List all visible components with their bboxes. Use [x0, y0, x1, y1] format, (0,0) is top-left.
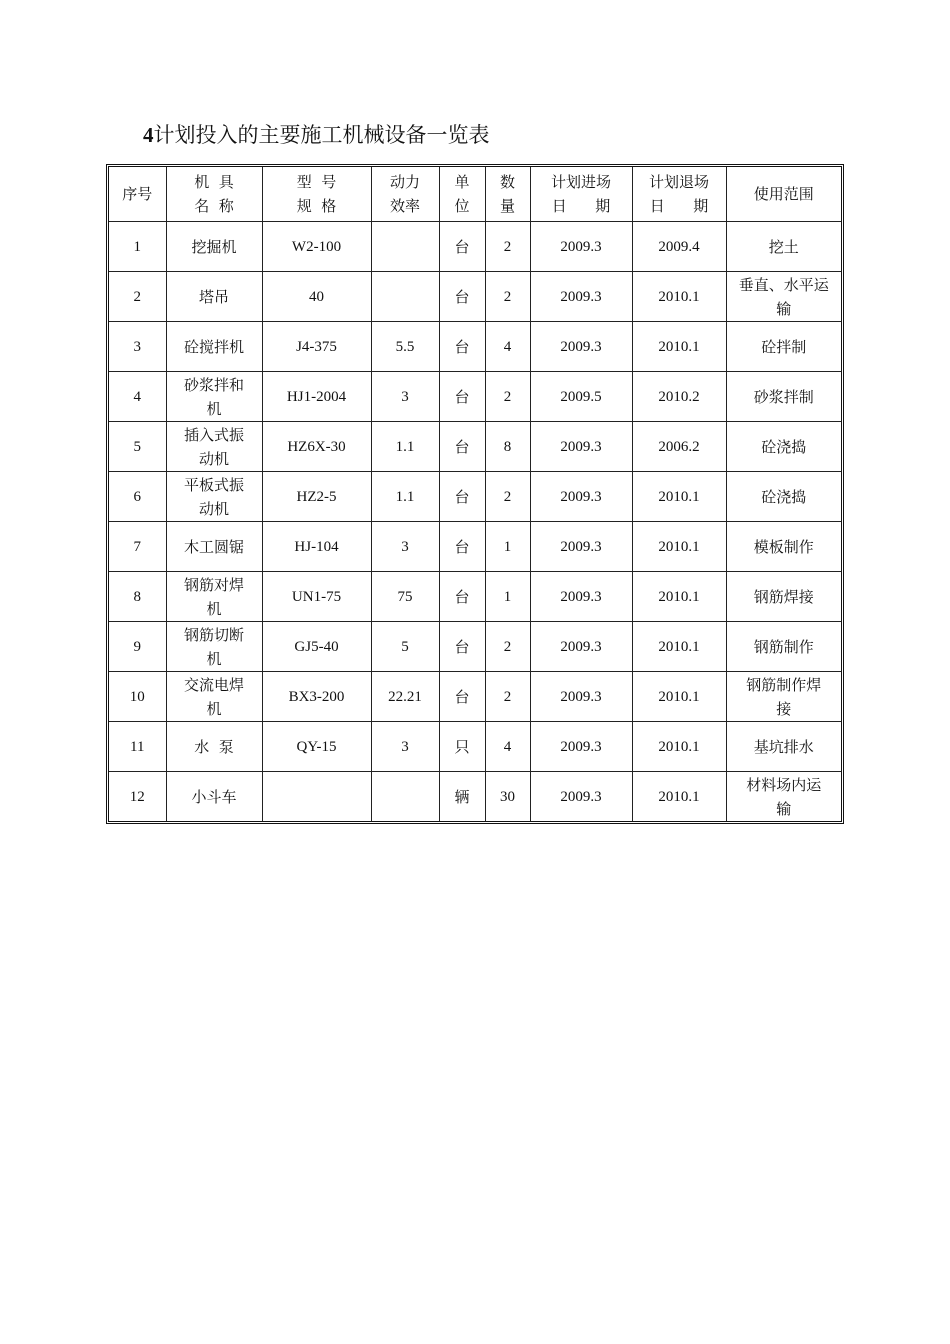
cell-power-text: 22.21	[388, 689, 422, 705]
cell-in-date-text: 2009.5	[560, 389, 602, 405]
cell-name	[166, 672, 262, 722]
cell-qty	[485, 372, 530, 422]
cell-unit-text: 台	[454, 687, 470, 706]
header-line-1: 机 具	[194, 173, 234, 191]
cell-name-line-2: 机	[206, 399, 222, 418]
header-line-1: 数	[499, 173, 515, 191]
cell-model-text: HZ6X-30	[287, 439, 346, 455]
equipment-table-body	[109, 167, 841, 821]
cell-use-line-1: 砂浆拌制	[753, 387, 814, 406]
cell-out-date	[632, 572, 726, 622]
cell-out-date-text: 2006.2	[658, 439, 700, 455]
cell-no	[109, 722, 166, 772]
cell-unit	[439, 672, 485, 722]
cell-out-date-text: 2010.2	[658, 389, 700, 405]
cell-unit	[439, 622, 485, 672]
table-row	[109, 222, 841, 272]
cell-name-line-2: 机	[206, 649, 222, 668]
cell-name-line-1: 小斗车	[191, 787, 237, 806]
cell-power	[371, 722, 439, 772]
table-row	[109, 322, 841, 372]
header-cell-qty	[485, 167, 530, 222]
cell-use-line-1: 钢筋制作焊	[746, 675, 822, 694]
cell-unit-text: 只	[454, 737, 470, 756]
cell-name	[166, 422, 262, 472]
cell-model	[262, 322, 371, 372]
cell-power-text: 5.5	[395, 339, 415, 355]
cell-qty	[485, 272, 530, 322]
cell-power	[371, 272, 439, 322]
cell-use-line-1: 砼浇捣	[761, 487, 807, 506]
cell-out-date	[632, 222, 726, 272]
cell-model-text: 40	[309, 289, 324, 305]
cell-in-date	[530, 422, 632, 472]
cell-name	[166, 772, 262, 822]
cell-in-date	[530, 722, 632, 772]
header-line-1: 计划退场	[648, 173, 709, 191]
cell-out-date-text: 2010.1	[658, 489, 700, 505]
table-header-row	[109, 167, 841, 222]
cell-no	[109, 272, 166, 322]
cell-power-text: 1.1	[395, 439, 415, 455]
cell-name-line-1: 插入式振	[183, 425, 244, 444]
header-line-2: 日 期	[551, 197, 611, 215]
cell-no	[109, 522, 166, 572]
header-cell-model	[262, 167, 371, 222]
cell-no-text: 1	[133, 239, 141, 255]
cell-unit	[439, 472, 485, 522]
cell-unit-text: 辆	[454, 787, 470, 806]
cell-qty-text: 2	[503, 389, 512, 405]
cell-out-date	[632, 472, 726, 522]
cell-out-date-text: 2010.1	[658, 789, 700, 805]
cell-model	[262, 722, 371, 772]
cell-unit-text: 台	[454, 437, 470, 456]
cell-use-line-2: 输	[776, 799, 792, 818]
cell-out-date	[632, 522, 726, 572]
header-cell-name	[166, 167, 262, 222]
cell-no-text: 11	[130, 739, 145, 755]
header-line-2: 量	[499, 197, 515, 215]
cell-out-date-text: 2010.1	[658, 739, 700, 755]
cell-model-text: GJ5-40	[294, 639, 339, 655]
cell-qty	[485, 622, 530, 672]
cell-power-text: 5	[401, 639, 409, 655]
cell-out-date	[632, 672, 726, 722]
cell-power	[371, 672, 439, 722]
cell-name-line-1: 砼搅拌机	[183, 337, 244, 356]
cell-out-date-text: 2010.1	[658, 289, 700, 305]
cell-name	[166, 472, 262, 522]
cell-out-date-text: 2010.1	[658, 339, 700, 355]
cell-qty-text: 2	[503, 489, 512, 505]
cell-name	[166, 722, 262, 772]
cell-model	[262, 522, 371, 572]
cell-name-line-2: 动机	[198, 449, 229, 468]
cell-out-date-text: 2009.4	[658, 239, 700, 255]
cell-unit	[439, 572, 485, 622]
cell-unit	[439, 222, 485, 272]
cell-name-line-2: 机	[206, 599, 222, 618]
cell-in-date	[530, 772, 632, 822]
cell-in-date	[530, 322, 632, 372]
cell-out-date-text: 2010.1	[658, 589, 700, 605]
cell-qty	[485, 772, 530, 822]
cell-in-date-text: 2009.3	[560, 339, 602, 355]
cell-use-line-1: 垂直、水平运	[738, 275, 829, 294]
cell-no-text: 3	[133, 339, 141, 355]
cell-out-date	[632, 322, 726, 372]
cell-use	[726, 372, 841, 422]
cell-qty-text: 2	[503, 289, 512, 305]
cell-unit	[439, 722, 485, 772]
cell-in-date-text: 2009.3	[560, 239, 602, 255]
cell-use	[726, 422, 841, 472]
cell-use	[726, 322, 841, 372]
cell-model-text: HJ1-2004	[286, 389, 347, 405]
cell-use-line-1: 砼拌制	[761, 337, 807, 356]
title-text: 计划投入的主要施工机械设备一览表	[153, 123, 490, 147]
cell-model	[262, 372, 371, 422]
cell-use-line-1: 钢筋焊接	[753, 587, 814, 606]
cell-qty	[485, 722, 530, 772]
cell-qty-text: 2	[503, 689, 512, 705]
cell-name	[166, 272, 262, 322]
cell-model	[262, 672, 371, 722]
cell-model-text: HZ2-5	[296, 489, 337, 505]
cell-unit-text: 台	[454, 387, 470, 406]
cell-use	[726, 272, 841, 322]
cell-power-text: 75	[397, 589, 413, 605]
cell-power	[371, 572, 439, 622]
cell-use-line-1: 材料场内运	[746, 775, 822, 794]
cell-power	[371, 622, 439, 672]
cell-model	[262, 272, 371, 322]
cell-no-text: 4	[133, 389, 141, 405]
header-line-1: 计划进场	[550, 173, 611, 191]
cell-in-date	[530, 522, 632, 572]
cell-in-date-text: 2009.3	[560, 589, 602, 605]
cell-in-date-text: 2009.3	[560, 439, 602, 455]
cell-qty-text: 30	[500, 789, 515, 805]
cell-qty	[485, 572, 530, 622]
header-line-1: 型 号	[296, 173, 337, 191]
cell-power	[371, 772, 439, 822]
cell-name	[166, 372, 262, 422]
header-line-2: 名 称	[194, 197, 234, 215]
cell-unit	[439, 522, 485, 572]
cell-name-line-1: 平板式振	[183, 475, 244, 494]
cell-power-text: 3	[401, 539, 409, 555]
cell-out-date	[632, 722, 726, 772]
cell-use	[726, 522, 841, 572]
cell-qty-text: 2	[503, 639, 512, 655]
cell-use-line-1: 挖土	[768, 237, 799, 256]
table-row	[109, 472, 841, 522]
cell-no-text: 2	[133, 289, 141, 305]
cell-no	[109, 622, 166, 672]
cell-qty	[485, 672, 530, 722]
cell-name-line-1: 钢筋切断	[183, 625, 244, 644]
table-row	[109, 522, 841, 572]
table-row	[109, 272, 841, 322]
table-row	[109, 672, 841, 722]
cell-in-date	[530, 372, 632, 422]
cell-model-text: W2-100	[291, 239, 342, 255]
cell-unit-text: 台	[454, 537, 470, 556]
cell-unit	[439, 272, 485, 322]
cell-model-text: BX3-200	[288, 689, 345, 705]
cell-in-date	[530, 672, 632, 722]
table-row	[109, 622, 841, 672]
cell-power	[371, 422, 439, 472]
cell-no-text: 12	[129, 789, 145, 805]
header-line-2: 规 格	[296, 197, 337, 215]
cell-no	[109, 572, 166, 622]
cell-unit	[439, 322, 485, 372]
cell-name-line-1: 木工圆锯	[183, 537, 244, 556]
equipment-table	[109, 167, 841, 821]
cell-name	[166, 572, 262, 622]
cell-model	[262, 622, 371, 672]
cell-power	[371, 322, 439, 372]
cell-in-date	[530, 572, 632, 622]
cell-in-date-text: 2009.3	[560, 639, 602, 655]
cell-power-text: 1.1	[395, 489, 415, 505]
cell-use	[726, 722, 841, 772]
cell-qty-text: 4	[503, 739, 512, 755]
cell-in-date	[530, 622, 632, 672]
cell-name	[166, 622, 262, 672]
cell-name-line-1: 交流电焊	[183, 675, 244, 694]
cell-out-date	[632, 622, 726, 672]
cell-model-text: QY-15	[296, 739, 337, 755]
cell-model-text: UN1-75	[291, 589, 342, 605]
cell-power	[371, 222, 439, 272]
cell-in-date-text: 2009.3	[560, 689, 602, 705]
header-cell-no	[109, 167, 166, 222]
cell-unit	[439, 772, 485, 822]
cell-in-date-text: 2009.3	[560, 789, 602, 805]
cell-unit-text: 台	[454, 287, 470, 306]
cell-out-date	[632, 772, 726, 822]
cell-model-text: HJ-104	[294, 539, 339, 555]
cell-out-date-text: 2010.1	[658, 689, 700, 705]
cell-no	[109, 422, 166, 472]
cell-no-text: 8	[133, 589, 141, 605]
cell-out-date-text: 2010.1	[658, 639, 700, 655]
header-line-2: 效率	[389, 197, 420, 215]
cell-model	[262, 422, 371, 472]
cell-model	[262, 572, 371, 622]
cell-no	[109, 222, 166, 272]
cell-no	[109, 472, 166, 522]
table-row	[109, 372, 841, 422]
cell-in-date	[530, 272, 632, 322]
cell-qty	[485, 322, 530, 372]
cell-qty	[485, 472, 530, 522]
cell-out-date	[632, 372, 726, 422]
cell-name-line-1: 钢筋对焊	[183, 575, 244, 594]
cell-no	[109, 772, 166, 822]
cell-qty	[485, 422, 530, 472]
cell-power-text: 3	[401, 739, 409, 755]
cell-use	[726, 672, 841, 722]
cell-name-line-2: 机	[206, 699, 222, 718]
cell-power	[371, 522, 439, 572]
cell-in-date	[530, 472, 632, 522]
cell-qty-text: 1	[503, 539, 512, 555]
cell-use-line-1: 砼浇捣	[761, 437, 807, 456]
cell-name	[166, 522, 262, 572]
cell-unit	[439, 422, 485, 472]
cell-unit-text: 台	[454, 637, 470, 656]
header-line-1: 动力	[389, 173, 420, 191]
equipment-table-frame	[106, 164, 844, 824]
table-row	[109, 772, 841, 822]
header-line-2: 日 期	[649, 197, 709, 215]
cell-name-line-1: 塔吊	[198, 287, 229, 306]
cell-qty-text: 4	[503, 339, 512, 355]
cell-model	[262, 772, 371, 822]
cell-power	[371, 372, 439, 422]
cell-use-line-2: 输	[776, 299, 792, 318]
cell-name	[166, 322, 262, 372]
cell-unit-text: 台	[454, 487, 470, 506]
header-line-1: 使用范围	[753, 185, 814, 203]
cell-model	[262, 472, 371, 522]
cell-unit	[439, 372, 485, 422]
cell-use	[726, 222, 841, 272]
header-line-1: 序号	[122, 185, 153, 203]
cell-in-date-text: 2009.3	[560, 289, 602, 305]
cell-in-date-text: 2009.3	[560, 489, 602, 505]
header-line-1: 单	[454, 173, 470, 191]
table-row	[109, 722, 841, 772]
cell-name-line-1: 水 泵	[194, 737, 234, 756]
cell-name	[166, 222, 262, 272]
cell-in-date-text: 2009.3	[560, 539, 602, 555]
cell-name-line-1: 砂浆拌和	[183, 375, 244, 394]
cell-in-date	[530, 222, 632, 272]
header-cell-unit	[439, 167, 485, 222]
cell-no	[109, 672, 166, 722]
cell-unit-text: 台	[454, 237, 470, 256]
cell-name-line-2: 动机	[198, 499, 229, 518]
cell-name-line-1: 挖掘机	[191, 237, 237, 256]
cell-use-line-1: 钢筋制作	[753, 637, 814, 656]
cell-no-text: 10	[129, 689, 145, 705]
cell-qty	[485, 222, 530, 272]
cell-unit-text: 台	[454, 337, 470, 356]
header-cell-power	[371, 167, 439, 222]
cell-qty-text: 8	[503, 439, 512, 455]
cell-use	[726, 622, 841, 672]
cell-power-text: 3	[401, 389, 409, 405]
cell-no-text: 5	[133, 439, 141, 455]
cell-out-date	[632, 422, 726, 472]
cell-model	[262, 222, 371, 272]
cell-out-date	[632, 272, 726, 322]
table-row	[109, 572, 841, 622]
header-cell-in-date	[530, 167, 632, 222]
cell-use-line-2: 接	[776, 699, 792, 718]
header-cell-out-date	[632, 167, 726, 222]
cell-no	[109, 322, 166, 372]
cell-use-line-1: 模板制作	[753, 537, 814, 556]
cell-power	[371, 472, 439, 522]
header-cell-use	[726, 167, 841, 222]
cell-no-text: 7	[133, 539, 141, 555]
cell-no	[109, 372, 166, 422]
cell-qty-text: 2	[503, 239, 512, 255]
cell-use-line-1: 基坑排水	[753, 737, 814, 756]
cell-unit-text: 台	[454, 587, 470, 606]
cell-out-date-text: 2010.1	[658, 539, 700, 555]
cell-qty	[485, 522, 530, 572]
page-title	[143, 120, 490, 150]
cell-in-date-text: 2009.3	[560, 739, 602, 755]
table-row	[109, 422, 841, 472]
title-number: 4	[143, 123, 154, 147]
cell-qty-text: 1	[503, 589, 512, 605]
cell-no-text: 6	[133, 489, 141, 505]
cell-use	[726, 772, 841, 822]
cell-use	[726, 572, 841, 622]
cell-model-text: J4-375	[296, 339, 337, 355]
header-line-2: 位	[454, 197, 470, 215]
cell-no-text: 9	[133, 639, 141, 655]
cell-use	[726, 472, 841, 522]
